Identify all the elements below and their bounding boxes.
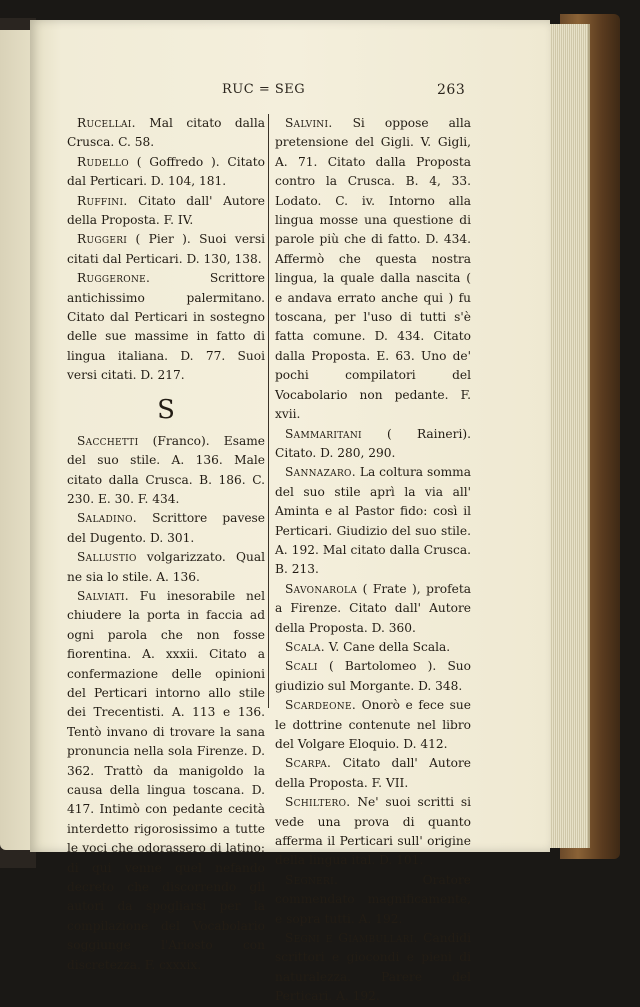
index-entry: Segneri. Oratore commendato magnificamente, e sopra tutti. A. 192.	[275, 872, 471, 926]
index-entry: Rudello ( Goffredo ). Citato dal Perticari. D. 104, 181.	[67, 154, 265, 189]
index-entry: Salvini. Si oppose alla pretensione del Gigli. V. Gigli, A. 71. Citato dalla Proposta contro la Crusca. B. 4, 33. Lodato. C. iv. Intorno alla lingua mosse una questione di parole più che di fatto. D. 434. Affermò che questa nostra lingua, la quale dalla nascita ( e andava errato anche qui ) fu toscana, per l'uso di tutti s'è fatta comune. D. 434. Citato dalla Proposta. E. 63. Uno de' pochi compilatori del Vocabolario non pedante. F. xvii.	[275, 116, 471, 422]
index-entry: Rucellai. Mal citato dalla Crusca. C. 58.	[67, 116, 265, 150]
index-entry: Saladino. Scrittore pavese del Dugento. D. 301.	[67, 511, 266, 545]
index-entry: Ruggeri ( Pier ). Suoi versi citati dal Perticari. D. 130, 138.	[67, 232, 266, 266]
index-entry: Scali ( Bartolomeo ). Suo giudizio sul Morgante. D. 348.	[275, 659, 471, 693]
running-header: RUC = SEG	[222, 82, 306, 97]
index-entry: Sallustio volgarizzato. Qual ne sia lo stile. A. 136.	[67, 550, 265, 584]
index-entry: Ruggerone. Scrittore antichissimo palermitano. Citato dal Perticari in sostegno delle sue massime in fatto di lingua italiana. D. 77. Suoi versi citati. D. 217.	[67, 271, 265, 383]
column-divider	[268, 114, 269, 708]
index-entry: Schiltero. Ne' suoi scritti si vede una prova di quanto afferma il Perticari sull' origine della lingua ital. D. 101.	[275, 795, 471, 868]
right-column	[275, 114, 471, 1007]
index-entry: Segni e Giambullari. Candidi scrittori e giocondi e pieni di naturalezza. Parere del Perticari. A. 192.	[275, 931, 471, 1004]
index-entry: Savonarola ( Frate ), profeta a Firenze. Citato dall' Autore della Proposta. D. 360.	[275, 581, 471, 635]
left-column	[67, 114, 265, 975]
index-entry: Scardeone. Onorò e fece sue le dottrine contenute nel libro del Volgare Eloquio. D. 412.	[275, 698, 471, 751]
index-entry: Sannazaro. La coltura somma del suo stile aprì la via all' Aminta e al Pastor fido: così il Perticari. Giudizio del suo stile. A. 192. Mal citato dalla Crusca. B. 213.	[275, 465, 472, 577]
index-entry: Ruffini. Citato dall' Autore della Proposta. F. IV.	[67, 193, 265, 228]
page-number: 263	[437, 82, 466, 98]
page-edges	[548, 24, 590, 848]
index-entry: Sammaritani ( Raineri). Citato. D. 280, 290.	[275, 426, 471, 460]
section-letter: S	[157, 394, 175, 425]
index-entry: Sacchetti (Franco). Esame del suo stile. A. 136. Male citato dalla Crusca. B. 186. C. 230. E. 30. F. 434.	[67, 433, 265, 506]
index-entry: Scarpa. Citato dall' Autore della Proposta. F. VII.	[275, 756, 471, 790]
index-entry: Scala. V. Cane della Scala.	[285, 639, 451, 654]
index-entry: Salviati. Fu inesorabile nel chiudere la porta in faccia ad ogni parola che non fosse fiorentina. A. xxxii. Citato a confermazione delle opinioni del Perticari intorno allo stile dei Trecentisti. A. 113 e 136. Tentò invano di trovare la sana pronuncia nella sola Firenze. D. 362. Trattò da manigoldo la causa della lingua toscana. D. 417. Intimò con pedante cecità interdetto rigorosissimo a tutte le voci che odorassero di latino: di qui venne quel nefando decreto che discorrendo gli autori da spogliarsi per la compilazione del Vocabolario soggiunge l'Ariosto con discretezza. F. cxxxix.	[67, 588, 266, 972]
